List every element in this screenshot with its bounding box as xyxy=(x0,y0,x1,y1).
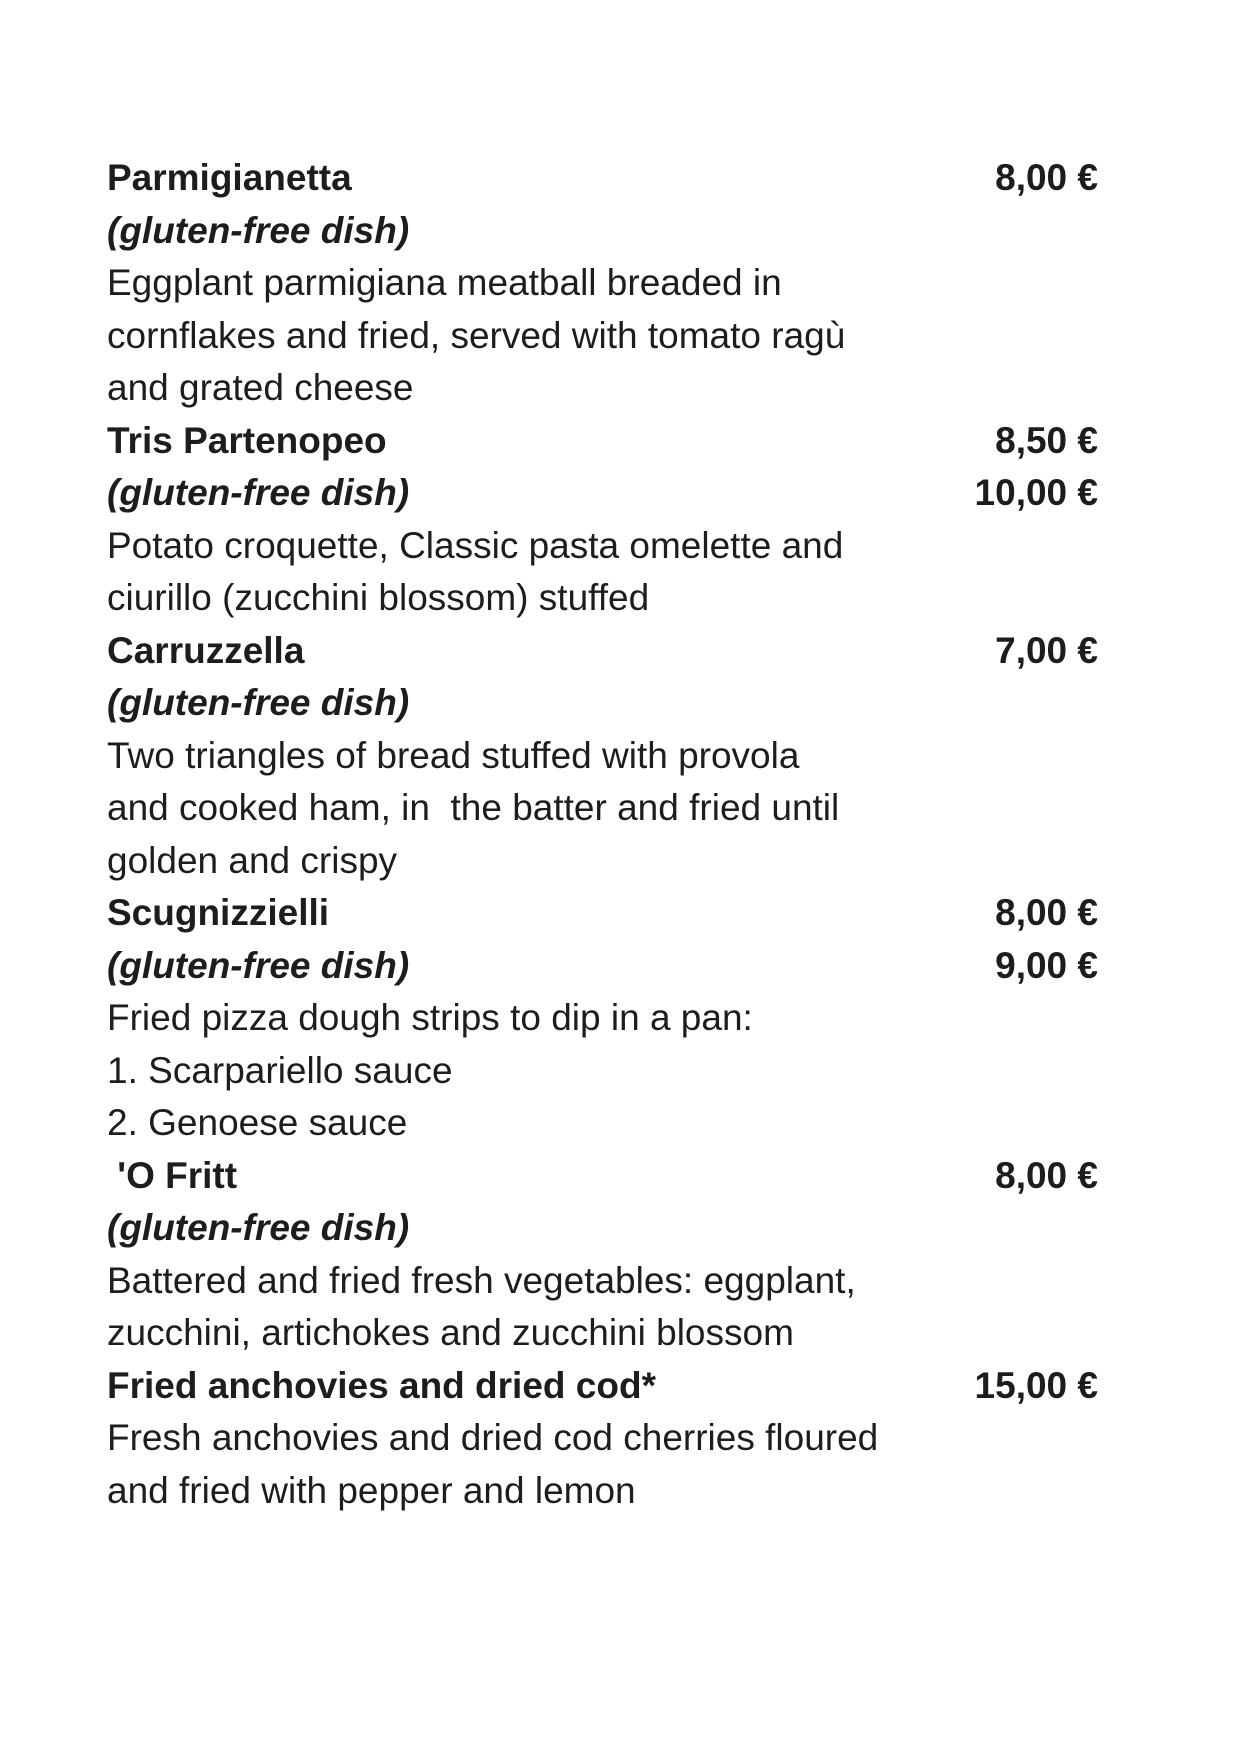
menu-item xyxy=(107,1150,1098,1360)
description-row xyxy=(107,1412,1098,1465)
description-row xyxy=(107,310,1098,363)
item-description-line: ciurillo (zucchini blossom) stuffed xyxy=(107,577,650,618)
item-name-row xyxy=(107,1150,1098,1203)
item-name: Scugnizzielli xyxy=(107,892,330,933)
item-price: 9,00 € xyxy=(995,944,1098,986)
menu-item xyxy=(107,625,1098,888)
description-row xyxy=(107,992,1098,1045)
item-name: Tris Partenopeo xyxy=(107,419,387,461)
item-description-line: and grated cheese xyxy=(107,367,414,408)
item-price: 8,50 € xyxy=(995,419,1098,461)
gluten-free-note: (gluten-free dish) xyxy=(107,472,410,513)
menu-item xyxy=(107,415,1098,625)
item-price: 8,00 € xyxy=(995,892,1098,933)
description-row xyxy=(107,782,1098,835)
item-name: Carruzzella xyxy=(107,629,305,671)
description-row xyxy=(107,835,1098,888)
gluten-note-row xyxy=(107,940,1098,993)
item-description-line: Two triangles of bread stuffed with provola xyxy=(107,734,800,776)
item-name: Fried anchovies and dried cod* xyxy=(107,1364,656,1406)
item-name-row xyxy=(107,152,1098,205)
item-name: Parmigianetta xyxy=(107,157,352,198)
description-row xyxy=(107,520,1098,573)
gluten-free-note: (gluten-free dish) xyxy=(107,1207,410,1248)
item-description-line: cornflakes and fried, served with tomato ragù xyxy=(107,314,846,356)
item-description-line: Potato croquette, Classic pasta omelette and xyxy=(107,524,844,566)
item-price: 15,00 € xyxy=(974,1364,1098,1406)
item-description-line: Fried pizza dough strips to dip in a pan: xyxy=(107,997,753,1038)
gluten-free-note: (gluten-free dish) xyxy=(107,209,410,251)
description-row xyxy=(107,362,1098,415)
description-row xyxy=(107,1045,1098,1098)
gluten-note-row xyxy=(107,1202,1098,1255)
description-row xyxy=(107,1465,1098,1518)
menu-item xyxy=(107,1360,1098,1518)
menu-item xyxy=(107,152,1098,415)
item-description-line: Eggplant parmigiana meatball breaded in xyxy=(107,262,782,303)
item-description-line: Battered and fried fresh vegetables: eggplant, xyxy=(107,1259,856,1301)
item-description-line: golden and crispy xyxy=(107,839,398,881)
item-price: 10,00 € xyxy=(974,472,1098,513)
item-description-line: and fried with pepper and lemon xyxy=(107,1469,636,1511)
item-description-line: 1. Scarpariello sauce xyxy=(107,1049,453,1091)
menu-list xyxy=(107,152,1098,1517)
description-row xyxy=(107,1097,1098,1150)
item-price: 8,00 € xyxy=(995,157,1098,198)
item-name-row xyxy=(107,415,1098,468)
item-name-row xyxy=(107,887,1098,940)
item-description-line: 2. Genoese sauce xyxy=(107,1102,408,1143)
item-name-row xyxy=(107,1360,1098,1413)
gluten-note-row xyxy=(107,467,1098,520)
menu-item xyxy=(107,887,1098,1150)
item-description-line: zucchini, artichokes and zucchini blossom xyxy=(107,1312,794,1353)
item-price: 8,00 € xyxy=(995,1154,1098,1196)
description-row xyxy=(107,1255,1098,1308)
description-row xyxy=(107,730,1098,783)
gluten-note-row xyxy=(107,205,1098,258)
gluten-free-note: (gluten-free dish) xyxy=(107,944,410,986)
gluten-note-row xyxy=(107,677,1098,730)
item-description-line: and cooked ham, in the batter and fried until xyxy=(107,787,840,828)
item-name: 'O Fritt xyxy=(107,1154,238,1196)
item-price: 7,00 € xyxy=(995,629,1098,671)
item-name-row xyxy=(107,625,1098,678)
description-row xyxy=(107,1307,1098,1360)
description-row xyxy=(107,572,1098,625)
description-row xyxy=(107,257,1098,310)
item-description-line: Fresh anchovies and dried cod cherries floured xyxy=(107,1417,879,1458)
gluten-free-note: (gluten-free dish) xyxy=(107,682,410,723)
